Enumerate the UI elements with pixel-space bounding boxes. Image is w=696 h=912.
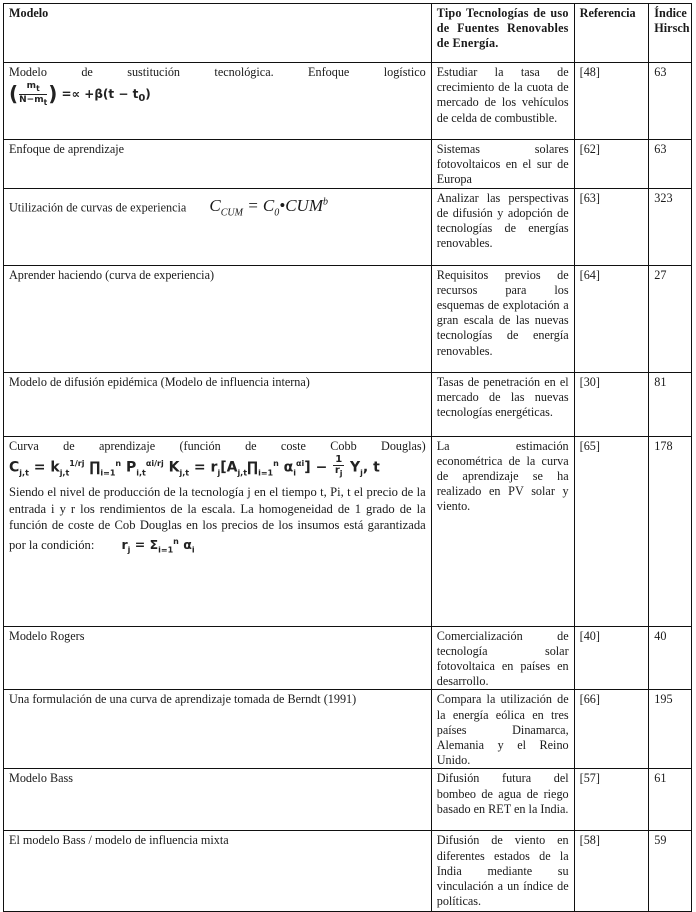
logistic-formula: ( $\frac{m_t}{N-m_t}$ ) =∝ $+\beta(t - t_0)$ <box>9 81 151 107</box>
table-row <box>4 626 692 690</box>
reference-cell: [30] <box>574 372 649 436</box>
hirsch-cell: 59 <box>649 831 692 912</box>
hirsch-cell: 81 <box>649 372 692 436</box>
condition-formula: $r_j = \Sigma_{i=1}^n$ $\alpha_i$ <box>121 536 195 555</box>
type-cell: Analizar las perspectivas de difusión y adopción de tecnologías de energías renovables. <box>431 188 574 265</box>
table-row <box>4 769 692 831</box>
reference-cell: [58] <box>574 831 649 912</box>
header-reference: Referencia <box>574 4 649 63</box>
type-cell: La estimación econométrica de la curva de aprendizaje se ha realizado en PV solar y viento. <box>431 436 574 626</box>
table-row <box>4 265 692 372</box>
model-cell: Aprender haciendo (curva de experiencia) <box>4 265 432 372</box>
table-row <box>4 436 692 626</box>
reference-cell: [62] <box>574 140 649 189</box>
table-row <box>4 372 692 436</box>
experience-curve-formula: $C_{CUM}$ = $C_0•CUM^b$ <box>209 196 328 219</box>
type-cell: Comercialización de tecnología solar fotovoltaica en países en desarrollo. <box>431 626 574 690</box>
type-cell: Requisitos previos de recursos para los esquemas de explotación a gran escala de las nuevas tecnologías de energía renovables. <box>431 265 574 372</box>
model-name: Curva de aprendizaje (función de coste Cobb Douglas) <box>9 438 426 453</box>
hirsch-cell: 178 <box>649 436 692 626</box>
model-cell <box>4 436 432 626</box>
header-hirsch: Índice Hirsch <box>649 4 692 63</box>
model-cell: Modelo Rogers <box>4 626 432 690</box>
hirsch-cell: 195 <box>649 690 692 769</box>
type-cell: Sistemas solares fotovoltaicos en el sur de Europa <box>431 140 574 189</box>
model-cell <box>4 63 432 140</box>
model-cell: Modelo Bass <box>4 769 432 831</box>
model-cell: Una formulación de una curva de aprendizaje tomada de Berndt (1991) <box>4 690 432 769</box>
models-table <box>3 3 692 912</box>
hirsch-cell: 61 <box>649 769 692 831</box>
header-type: Tipo Tecnologías de uso de Fuentes Renovables de Energía. <box>431 4 574 63</box>
table-row <box>4 140 692 189</box>
model-cell <box>4 188 432 265</box>
model-name: Utilización de curvas de experiencia <box>9 200 187 215</box>
header-model: Modelo <box>4 4 432 63</box>
model-cell: Enfoque de aprendizaje <box>4 140 432 189</box>
type-cell: Tasas de penetración en el mercado de las nuevas tecnologías energéticas. <box>431 372 574 436</box>
hirsch-cell: 63 <box>649 63 692 140</box>
cobb-douglas-description: Siendo el nivel de producción de la tecnología j en el tiempo t, Pi, t el precio de la entrada i y r los rendimientos de la escala. La homogeneidad de 1 grado de la función de coste de Cob Douglas en los precios de los insumos está garantizada por la condición: $r_j = \Sigma_{i=1}^n$ $\alpha_i$ <box>9 485 426 555</box>
reference-cell: [48] <box>574 63 649 140</box>
hirsch-cell: 27 <box>649 265 692 372</box>
type-cell: Compara la utilización de la energía eólica en tres países Dinamarca, Alemania y el Reino Unido. <box>431 690 574 769</box>
reference-cell: [66] <box>574 690 649 769</box>
type-cell: Estudiar la tasa de crecimiento de la cuota de mercado de los vehículos de celda de combustible. <box>431 63 574 140</box>
reference-cell: [65] <box>574 436 649 626</box>
reference-cell: [57] <box>574 769 649 831</box>
type-cell: Difusión futura del bombeo de agua de riego basado en RET en la India. <box>431 769 574 831</box>
table-row <box>4 188 692 265</box>
hirsch-cell: 63 <box>649 140 692 189</box>
reference-cell: [40] <box>574 626 649 690</box>
header-row <box>4 4 692 63</box>
cobb-douglas-formula: $C_{j,t} = k_{j,t}^{1/rj}$ $\prod_{i=1}^n$ $P_{i,t}^{\alpha i/rj}$ $K_{j,t}$ = $r_j[A_{j,t}\prod_{i=1}^n$ $\alpha_i^{\alpha i}$] − $\frac{1}{r_j}$ $Y_j$, t <box>9 454 380 479</box>
reference-cell: [63] <box>574 188 649 265</box>
reference-cell: [64] <box>574 265 649 372</box>
model-cell: El modelo Bass / modelo de influencia mixta <box>4 831 432 912</box>
type-cell: Difusión de viento en diferentes estados de la India mediante su vinculación a un índice de políticas. <box>431 831 574 912</box>
hirsch-cell: 323 <box>649 188 692 265</box>
table-row <box>4 63 692 140</box>
hirsch-cell: 40 <box>649 626 692 690</box>
model-cell: Modelo de difusión epidémica (Modelo de influencia interna) <box>4 372 432 436</box>
table-row <box>4 831 692 912</box>
model-name: Modelo de sustitución tecnológica. Enfoque logístico <box>9 65 426 79</box>
table-row <box>4 690 692 769</box>
